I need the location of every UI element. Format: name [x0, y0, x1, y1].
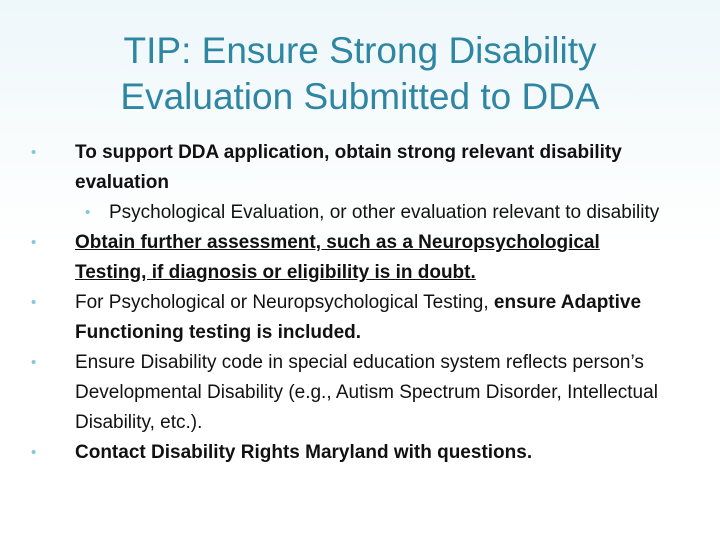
bullet-text-1: To support DDA application, obtain strong relevant disability evaluation [75, 142, 622, 193]
bullet-text-4: Ensure Disability code in special education system reflects person’s Developmental Disability (e.g., Autism Spectrum Disorder, Intellectual Disability, etc.). [75, 352, 658, 433]
sub-bullet-text-1: Psychological Evaluation, or other evaluation relevant to disability [109, 202, 660, 223]
bullet-dot-icon: • [31, 234, 37, 251]
bullet-item-1 [31, 138, 675, 198]
bullet-item-2 [31, 228, 675, 288]
bullet-list [31, 138, 675, 468]
bullet-text-5: Contact Disability Rights Maryland with questions. [75, 442, 533, 463]
bullet-dot-icon: • [31, 144, 37, 161]
bullet-item-5 [31, 438, 675, 468]
bullet-item-3 [31, 288, 675, 348]
title-line-2: Evaluation Submitted to DDA [120, 76, 600, 117]
title-line-1: TIP: Ensure Strong Disability [123, 30, 597, 71]
bullet-text-2: Obtain further assessment, such as a Neuropsychological Testing, if diagnosis or eligibility is in doubt. [75, 232, 600, 283]
bullet-dot-icon: • [31, 444, 37, 461]
bullet-dot-icon: • [31, 354, 37, 371]
bullet-dot-icon: • [31, 294, 37, 311]
bullet-text-3-bold: ensure Adaptive Functioning testing is included. [75, 292, 642, 343]
slide-title [20, 28, 700, 120]
bullet-text-3-plain: For Psychological or Neuropsychological Testing, [75, 292, 494, 313]
sub-bullet-dot-icon: • [85, 204, 91, 221]
bullet-item-4 [31, 348, 675, 438]
sub-bullet-item-1 [85, 198, 675, 228]
